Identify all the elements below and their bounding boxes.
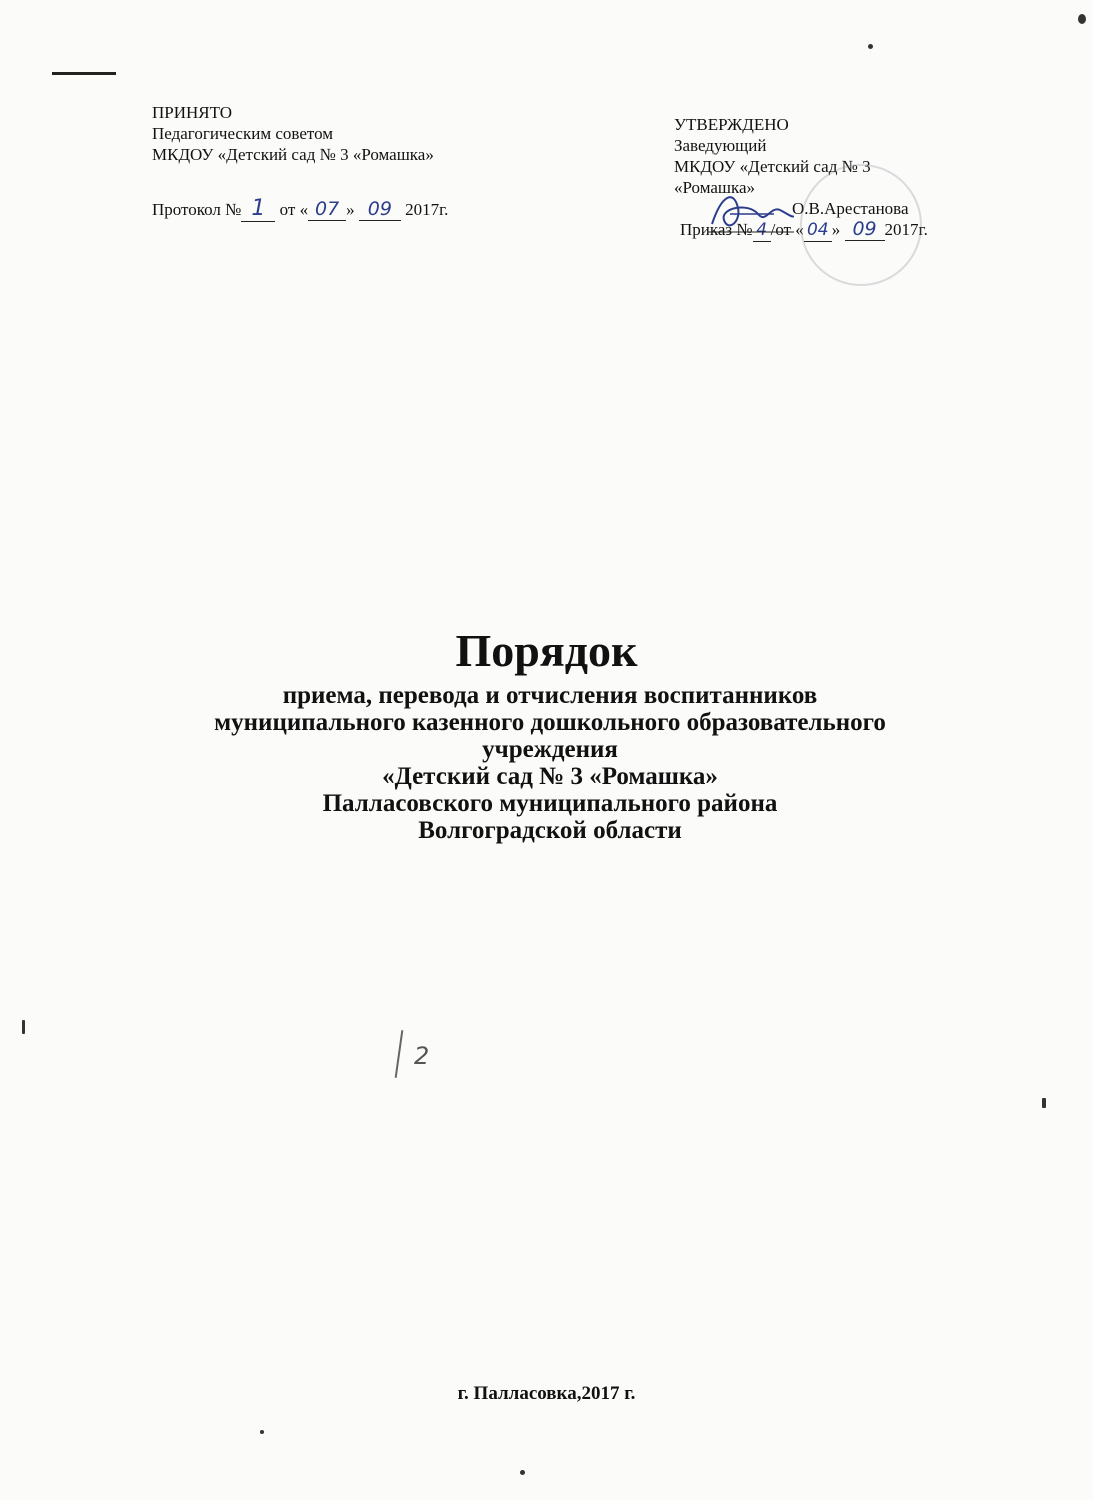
protocol-from: от « — [279, 200, 309, 219]
institution-line-2: «Ромашка» — [674, 178, 756, 197]
scan-speck — [520, 1470, 525, 1475]
scan-speck — [22, 1020, 25, 1034]
handwritten-stroke — [395, 1030, 404, 1078]
subtitle-line-4: «Детский сад № 3 «Ромашка» — [382, 763, 718, 790]
scan-speck — [1042, 1098, 1046, 1108]
order-number: 4 — [756, 220, 768, 240]
protocol-number: 1 — [251, 196, 266, 221]
subtitle-line-6: Волгоградской области — [418, 817, 682, 844]
scan-artifact-line — [52, 72, 116, 75]
order-mid: » — [831, 220, 841, 239]
institution-label: МКДОУ «Детский сад № 3 «Ромашка» — [152, 145, 434, 164]
city-year: г. Палласовка,2017 г. — [457, 1383, 636, 1404]
accepted-label: ПРИНЯТО — [152, 103, 233, 122]
document-subtitle — [150, 682, 950, 844]
subtitle-line-5: Палласовского муниципального района — [322, 790, 778, 817]
order-from: /от « — [770, 220, 804, 239]
protocol-prefix: Протокол № — [152, 200, 242, 219]
protocol-line — [152, 196, 448, 222]
scan-speck — [260, 1430, 264, 1434]
institution-line-1: МКДОУ «Детский сад № 3 — [674, 157, 871, 176]
order-year: 2017г. — [884, 220, 928, 239]
protocol-year: 2017г. — [405, 200, 449, 219]
document-title: Порядок — [455, 625, 638, 676]
subtitle-line-1: приема, перевода и отчисления воспитанников — [282, 682, 818, 709]
handwritten-page-number: 2 — [414, 1042, 430, 1070]
protocol-day: 07 — [315, 198, 340, 220]
position-label: Заведующий — [674, 136, 767, 155]
order-prefix: Приказ № — [680, 220, 753, 239]
order-day: 04 — [806, 220, 829, 240]
round-stamp — [800, 164, 922, 286]
subtitle-line-3: учреждения — [482, 736, 618, 763]
head-name: О.В.Арестанова — [792, 199, 909, 218]
subtitle-line-2: муниципального казенного дошкольного образовательного — [214, 709, 886, 736]
protocol-mid: » — [346, 200, 355, 219]
council-label: Педагогическим советом — [152, 124, 333, 143]
accepted-block — [152, 102, 434, 165]
approved-label: УТВЕРЖДЕНО — [674, 115, 789, 134]
scan-speck — [868, 44, 873, 49]
handwritten-signature — [708, 184, 794, 242]
protocol-month: 09 — [367, 198, 392, 220]
order-month: 09 — [852, 218, 877, 240]
scan-speck — [1078, 14, 1086, 24]
